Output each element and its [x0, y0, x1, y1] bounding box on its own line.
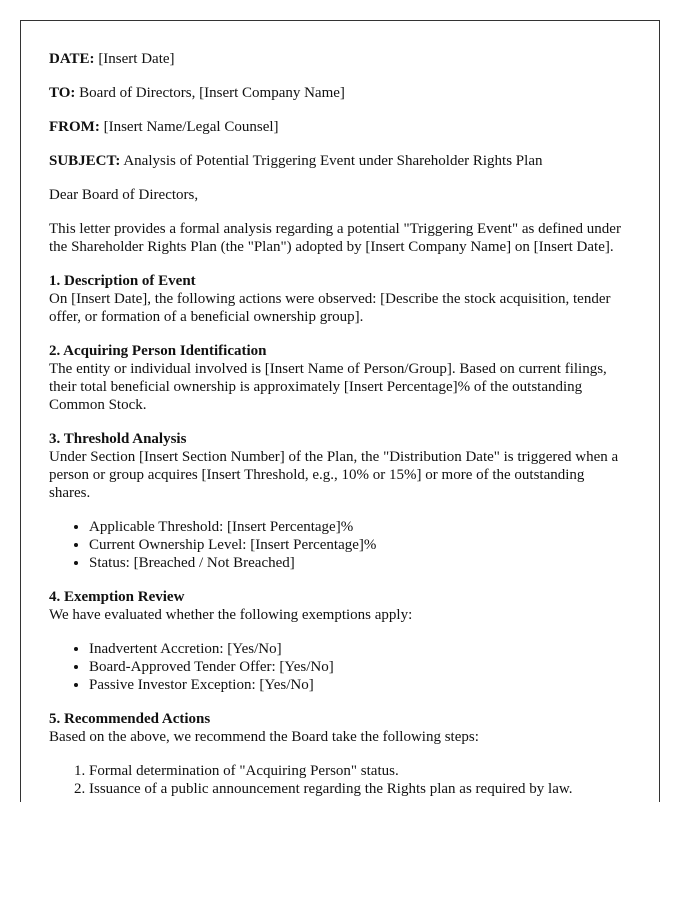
list-item: • Passive Investor Exception: [Yes/No]: [89, 676, 624, 694]
letter-body: [49, 50, 624, 802]
section-title: 2. Acquiring Person Identification: [49, 343, 267, 359]
section-title: 4. Exemption Review: [49, 589, 185, 605]
list-item: 1. Formal determination of "Acquiring Person" status.: [89, 762, 624, 780]
section-body: Under Section [Insert Section Number] of the Plan, the "Distribution Date" is triggered when a person or group acquires [Insert Threshold, e.g., 10% or 15%] or more of the outstanding shares.: [49, 449, 619, 501]
document-frame: [20, 20, 660, 802]
actions-list: [49, 762, 624, 798]
list-item: 2. Issuance of a public announcement regarding the Rights plan as required by law.: [89, 780, 624, 798]
list-item: • Inadvertent Accretion: [Yes/No]: [89, 640, 624, 658]
section-body: We have evaluated whether the following exemptions apply:: [49, 607, 413, 623]
section-body: On [Insert Date], the following actions were observed: [Describe the stock acquisition, tender offer, or formation of a beneficial ownership group].: [49, 291, 611, 325]
section-description-of-event: [49, 272, 624, 326]
list-item: • Applicable Threshold: [Insert Percentage]%: [89, 518, 624, 536]
intro-paragraph: This letter provides a formal analysis regarding a potential "Triggering Event" as defined under the Shareholder Rights Plan (the "Plan") adopted by [Insert Company Name] on [Insert Date].: [49, 221, 621, 255]
to-label: TO:: [49, 85, 76, 101]
salutation: Dear Board of Directors,: [49, 187, 199, 203]
date-line: [49, 50, 624, 68]
section-exemption-review: [49, 588, 624, 694]
from-line: [49, 118, 624, 136]
list-item: • Board-Approved Tender Offer: [Yes/No]: [89, 658, 624, 676]
list-item: • Current Ownership Level: [Insert Percentage]%: [89, 536, 624, 554]
to-line: [49, 84, 624, 102]
exemption-list: [49, 640, 624, 694]
subject-label: SUBJECT:: [49, 153, 121, 169]
section-acquiring-person: [49, 342, 624, 414]
section-recommended-actions: [49, 710, 624, 798]
subject-line: [49, 152, 624, 170]
date-label: DATE:: [49, 51, 95, 67]
section-title: 5. Recommended Actions: [49, 711, 211, 727]
subject-value: Analysis of Potential Triggering Event under Shareholder Rights Plan: [123, 153, 543, 169]
threshold-list: [49, 518, 624, 572]
section-body: Based on the above, we recommend the Board take the following steps:: [49, 729, 479, 745]
section-title: 3. Threshold Analysis: [49, 431, 187, 447]
list-item: • Status: [Breached / Not Breached]: [89, 554, 624, 572]
section-title: 1. Description of Event: [49, 273, 196, 289]
date-value: [Insert Date]: [98, 51, 175, 67]
from-label: FROM:: [49, 119, 100, 135]
from-value: [Insert Name/Legal Counsel]: [103, 119, 279, 135]
section-threshold-analysis: [49, 430, 624, 572]
to-value: Board of Directors, [Insert Company Name]: [79, 85, 345, 101]
section-body: The entity or individual involved is [Insert Name of Person/Group]. Based on current filings, their total beneficial ownership is approximately [Insert Percentage]% of the outstanding Common Stock.: [49, 361, 607, 413]
